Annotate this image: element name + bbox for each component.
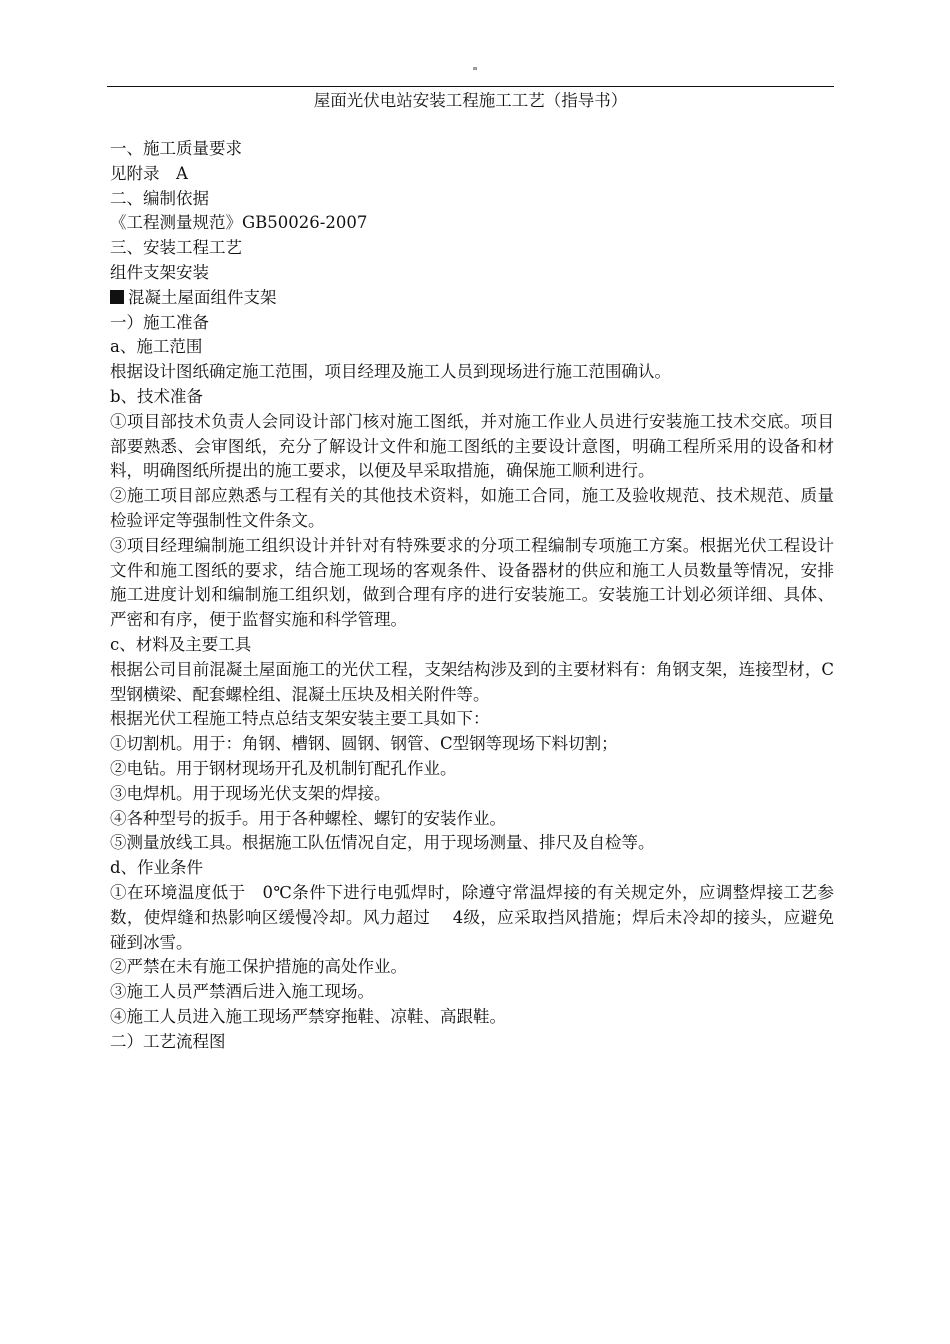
section-heading-quality: 一、施工质量要求 [110,139,242,158]
item-heading-conditions: d、作业条件 [110,858,204,878]
document-title: 屋面光伏电站安装工程施工工艺（指导书） [313,91,628,110]
paragraph-conditions-2: ②严禁在未有施工保护措施的高处作业。 [110,957,407,977]
appendix-reference: 见附录 A [110,163,188,183]
paragraph-technical-2: ②施工项目部应熟悉与工程有关的其他技术资料，如施工合同，施工及验收规范、技术规范、质量检验评定等强制性文件条文。 [110,486,834,530]
subheading-flowchart: 二）工艺流程图 [110,1031,226,1051]
section-heading-basis: 二、编制依据 [110,188,209,208]
tool-item-cutter: ①切割机。用于：角钢、槽钢、圆钢、钢管、C型钢等现场下料切割； [110,734,618,754]
section-heading-process: 三、安装工程工艺 [110,238,242,258]
header-mark: " [472,65,478,78]
item-heading-materials: c、材料及主要工具 [110,634,252,654]
square-bullet-icon [110,290,124,304]
subheading-bracket-installation: 组件支架安装 [110,262,209,282]
paragraph-scope: 根据设计图纸确定施工范围，项目经理及施工人员到现场进行施工范围确认。 [110,362,671,382]
paragraph-technical-3: ③项目经理编制施工组织设计并针对有特殊要求的分项工程编制专项施工方案。根据光伏工程设计文件和施工图纸的要求，结合施工现场的客观条件、设备器材的供应和施工人员数量等情况，安排施工进度计划和编制施工组织划，做到合理有序的进行安装施工。安装施工计划必须详细、具体、严密和有序，便于监督实施和科学管理。 [110,535,834,630]
paragraph-materials-1: 根据公司目前混凝土屋面施工的光伏工程，支架结构涉及到的主要材料有：角钢支架，连接型材，C型钢横梁、配套螺栓组、混凝土压块及相关附件等。 [110,659,834,704]
paragraph-materials-2: 根据光伏工程施工特点总结支架安装主要工具如下： [110,709,490,729]
paragraph-technical-1: ①项目部技术负责人会同设计部门核对施工图纸，并对施工作业人员进行安装施工技术交底。项目部要熟悉、会审图纸，充分了解设计文件和施工图纸的主要设计意图，明确工程所采用的设备和材料，明确图纸所提出的施工要求，以便及早采取措施，确保施工顺利进行。 [110,411,834,481]
standard-reference: 《工程测量规范》GB50026-2007 [110,213,368,233]
item-heading-scope: a、施工范围 [110,337,203,357]
bullet-item-concrete-roof [110,286,834,311]
tool-item-measuring: ⑤测量放线工具。根据施工队伍情况自定，用于现场测量、排尺及自检等。 [110,833,655,853]
paragraph-conditions-1: ①在环境温度低于 0℃条件下进行电弧焊时，除遵守常温焊接的有关规定外，应调整焊接工艺参数，使焊缝和热影响区缓慢冷却。风力超过 4级，应采取挡风措施；焊后未冷却的接头，应避免碰到冰雪。 [110,882,834,952]
tool-item-drill: ②电钻。用于钢材现场开孔及机制钉配孔作业。 [110,758,457,778]
header-rule [107,86,834,87]
bullet-label: 混凝土屋面组件支架 [128,287,277,307]
tool-item-welder: ③电焊机。用于现场光伏支架的焊接。 [110,783,391,803]
item-heading-technical: b、技术准备 [110,386,204,406]
tool-item-wrench: ④各种型号的扳手。用于各种螺栓、螺钉的安装作业。 [110,808,506,828]
paragraph-conditions-4: ④施工人员进入施工现场严禁穿拖鞋、凉鞋、高跟鞋。 [110,1006,506,1026]
document-body [110,137,834,1054]
subheading-preparation: 一）施工准备 [110,312,209,332]
paragraph-conditions-3: ③施工人员严禁酒后进入施工现场。 [110,982,374,1002]
